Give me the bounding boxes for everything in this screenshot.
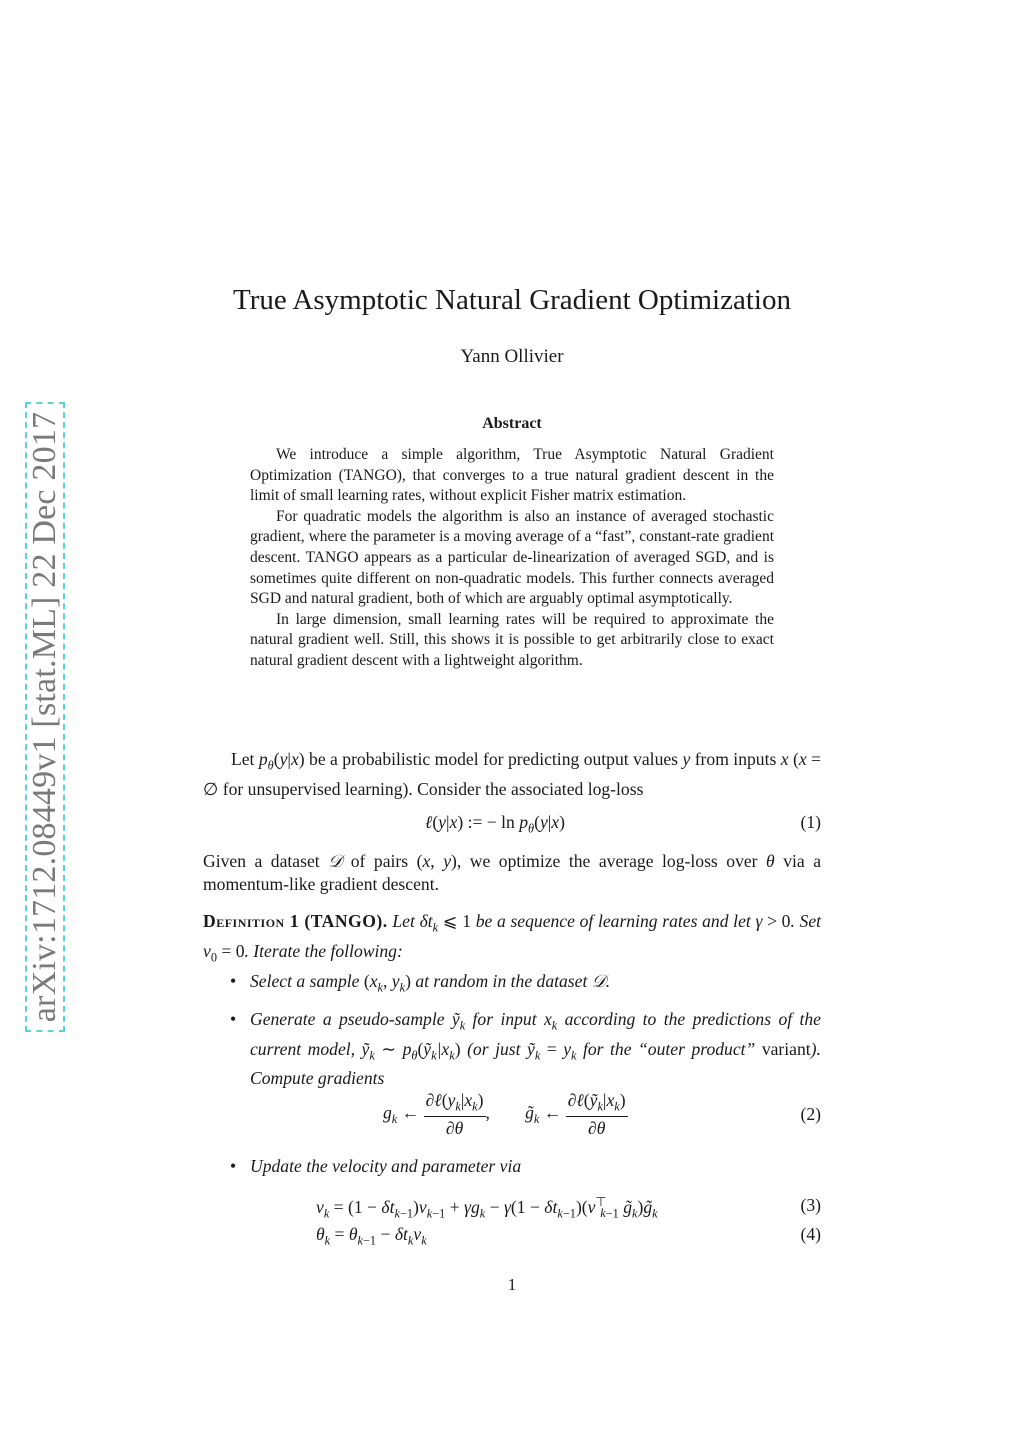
equation-number: (1) (800, 812, 821, 832)
definition-label: Definition 1 (TANGO). (203, 911, 388, 931)
abstract-heading: Abstract (482, 415, 542, 432)
arxiv-identifier-stamp (25, 402, 65, 1032)
abstract-paragraph: In large dimension, small learning rates will be required to approximate the natural gradient well. Still, this shows it is possible to get arbitrarily close to exact natural gradient descent with a lightweight algorithm. (250, 610, 774, 669)
paper-title: True Asymptotic Natural Gradient Optimization (233, 284, 791, 316)
algorithm-step-3: • Update the velocity and parameter via (230, 1156, 522, 1176)
bullet-icon: • (230, 971, 237, 991)
page-number: 1 (507, 1275, 517, 1294)
equation-number: (3) (800, 1195, 821, 1215)
algorithm-step-2: • Generate a pseudo-sample ỹ$_k$ for input $x_k$ according to the predictions of the current model, ỹ$_k$ ∼ $p_\theta(ỹ_k|x_k)$ (or just ỹ$_k$ = $y_k$ for the “outer product” variant). Compute gradients (230, 1009, 821, 1089)
paper-author: Yann Ollivier (460, 346, 564, 367)
bullet-icon: • (230, 1009, 237, 1029)
algorithm-step-1: • Select a sample ($x_k$, $y_k$) at random in the dataset 𝒟. (230, 971, 611, 995)
equation-number: (2) (800, 1104, 821, 1124)
equation-1: ℓ(y|x) := − $\ln p_\theta(y|x)$ (1) (425, 812, 821, 836)
definition-block: Definition 1 (TANGO). Let $\delta t_k$ ⩽ 1 be a sequence of learning rates and let γ > 0. Set $v_0 = 0$. Iterate the following: (203, 911, 822, 965)
bullet-icon: • (230, 1156, 237, 1176)
arxiv-identifier-text: arXiv:1712.08449v1 [stat.ML] 22 Dec 2017 (26, 411, 63, 1023)
dataset-paragraph: Given a dataset 𝒟 of pairs (x, y), we optimize the average log-loss over θ via a momentum-like gradient descent. (203, 851, 822, 894)
abstract-paragraph: We introduce a simple algorithm, True Asymptotic Natural Gradient Optimization (TANGO), that converges to a true natural gradient descent in the limit of small learning rates, without explicit Fisher matrix estimation. (250, 446, 774, 505)
equation-2: $g_k$ ← $\frac{\partial\ell(y_k|x_k)}{\partial\theta}$ , $g̃_k$ ← $\frac{\partial\ell(ỹ_k|x_k)}{\partial\theta}$ (2) (383, 1090, 821, 1138)
intro-paragraph: Let $p_\theta(y|x)$ be a probabilistic model for predicting output values y from inputs x (x = ∅ for unsupervised learning). Consider the associated log-loss (203, 749, 821, 799)
equation-number: (4) (800, 1224, 821, 1244)
abstract-body (250, 445, 774, 672)
equation-4: $\theta_k = \theta_{k-1} - \delta t_kv_k$ (4) (316, 1224, 821, 1248)
equation-3: $v_k = (1 - \delta t_{k-1})v_{k-1} + \gamma g_k - \gamma(1 - \delta t_{k-1})(v^⊤_{k-1}$ $g̃_k)g̃_k$ (3) (316, 1195, 821, 1221)
abstract-paragraph: For quadratic models the algorithm is also an instance of averaged stochastic gradient, where the parameter is a moving average of a “fast”, constant-rate gradient descent. TANGO appears as a particular de-linearization of averaged SGD, and is sometimes quite different on non-quadratic models. This further connects averaged SGD and natural gradient, both of which are arguably optimal asymptotically. (250, 507, 774, 608)
